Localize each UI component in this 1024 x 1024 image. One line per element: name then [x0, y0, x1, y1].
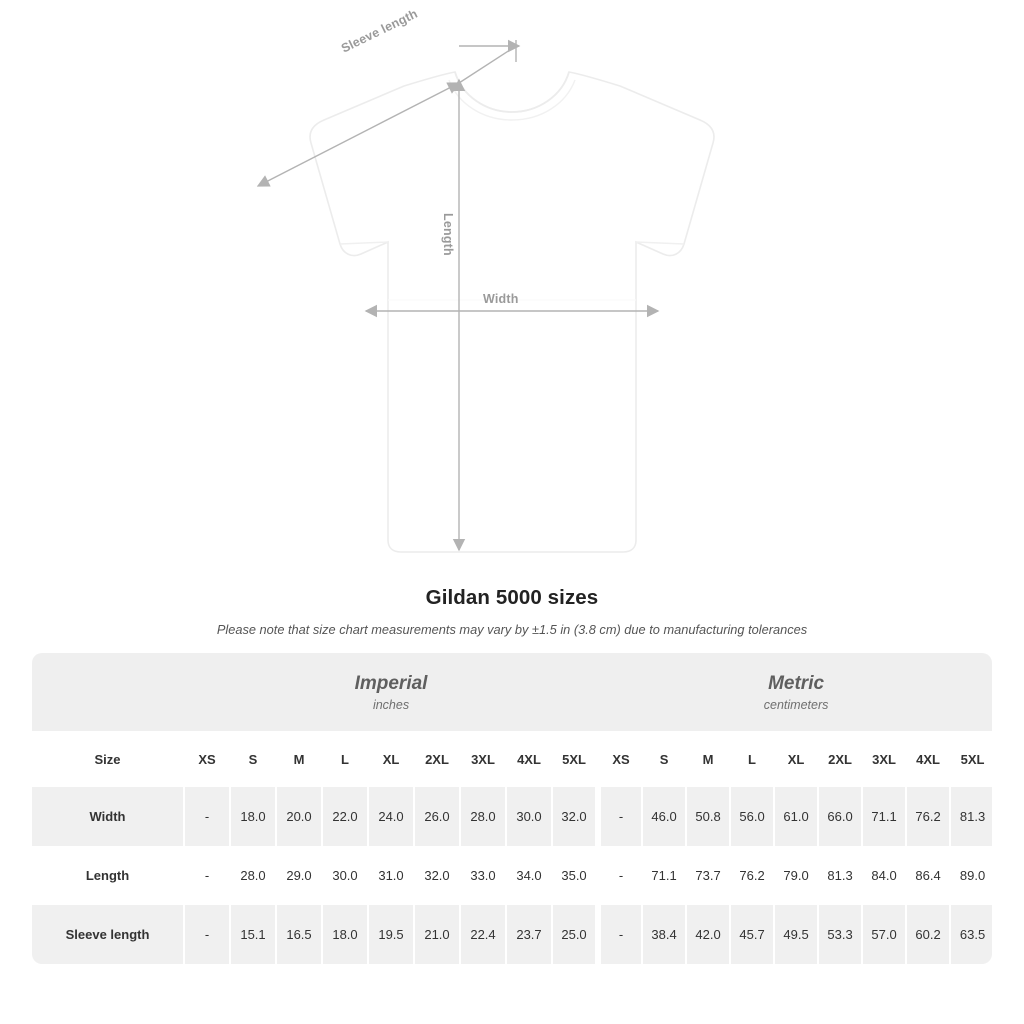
cell-width-imperial-xs: - [184, 787, 230, 846]
cell-length-metric-5xl: 89.0 [950, 846, 992, 905]
tshirt-shape [310, 72, 714, 552]
cell-sleeve-imperial-s: 15.1 [230, 905, 276, 964]
unit-metric-name: Metric [768, 672, 825, 694]
size-table-wrapper [32, 653, 992, 964]
header-size-metric-s: S [642, 731, 686, 787]
cell-width-metric-l: 56.0 [730, 787, 774, 846]
cell-width-imperial-xl: 24.0 [368, 787, 414, 846]
cell-length-metric-l: 76.2 [730, 846, 774, 905]
cell-sleeve-metric-4xl: 60.2 [906, 905, 950, 964]
cell-width-imperial-s: 18.0 [230, 787, 276, 846]
cell-width-imperial-2xl: 26.0 [414, 787, 460, 846]
tolerance-note: Please note that size chart measurements may vary by ±1.5 in (3.8 cm) due to manufacturing tolerances [216, 622, 808, 637]
header-size-imperial-2xl: 2XL [414, 731, 460, 787]
cell-sleeve-metric-s: 38.4 [642, 905, 686, 964]
cell-length-imperial-2xl: 32.0 [414, 846, 460, 905]
length-label: Length [441, 213, 455, 256]
cell-width-imperial-m: 20.0 [276, 787, 322, 846]
unit-imperial-sub: inches [372, 698, 410, 713]
cell-length-imperial-5xl: 35.0 [552, 846, 598, 905]
cell-length-metric-4xl: 86.4 [906, 846, 950, 905]
cell-length-metric-xs: - [598, 846, 642, 905]
row-label-sleeve-length: Sleeve length [32, 905, 184, 964]
cell-sleeve-metric-5xl: 63.5 [950, 905, 992, 964]
cell-length-metric-xl: 79.0 [774, 846, 818, 905]
cell-length-imperial-l: 30.0 [322, 846, 368, 905]
unit-header-row [32, 653, 992, 731]
cell-length-imperial-m: 29.0 [276, 846, 322, 905]
header-size-metric-l: L [730, 731, 774, 787]
cell-length-imperial-3xl: 33.0 [460, 846, 506, 905]
size-table [32, 653, 992, 964]
cell-width-metric-xl: 61.0 [774, 787, 818, 846]
header-size-label: Size [32, 731, 184, 787]
header-size-imperial-5xl: 5XL [552, 731, 598, 787]
cell-width-metric-m: 50.8 [686, 787, 730, 846]
header-size-metric-m: M [686, 731, 730, 787]
cell-width-metric-2xl: 66.0 [818, 787, 862, 846]
header-size-metric-4xl: 4XL [906, 731, 950, 787]
cell-sleeve-imperial-l: 18.0 [322, 905, 368, 964]
header-size-metric-3xl: 3XL [862, 731, 906, 787]
size-table-body [32, 653, 992, 964]
cell-width-imperial-4xl: 30.0 [506, 787, 552, 846]
unit-imperial-cell [184, 653, 598, 731]
row-label-length: Length [32, 846, 184, 905]
row-label-width: Width [32, 787, 184, 846]
header-size-imperial-m: M [276, 731, 322, 787]
header-size-metric-xs: XS [598, 731, 642, 787]
table-row [32, 905, 992, 964]
sleeve-length-label: Sleeve length [339, 6, 420, 56]
header-size-metric-5xl: 5XL [950, 731, 992, 787]
cell-sleeve-metric-2xl: 53.3 [818, 905, 862, 964]
cell-sleeve-imperial-2xl: 21.0 [414, 905, 460, 964]
unit-metric-sub: centimeters [763, 698, 829, 713]
cell-sleeve-metric-3xl: 57.0 [862, 905, 906, 964]
cell-length-metric-m: 73.7 [686, 846, 730, 905]
header-size-imperial-3xl: 3XL [460, 731, 506, 787]
header-size-imperial-s: S [230, 731, 276, 787]
cell-width-imperial-3xl: 28.0 [460, 787, 506, 846]
size-header-row [32, 731, 992, 787]
cell-width-imperial-l: 22.0 [322, 787, 368, 846]
cell-sleeve-metric-xs: - [598, 905, 642, 964]
cell-width-metric-s: 46.0 [642, 787, 686, 846]
cell-sleeve-metric-xl: 49.5 [774, 905, 818, 964]
unit-imperial-name: Imperial [354, 672, 428, 694]
header-size-metric-xl: XL [774, 731, 818, 787]
header-size-imperial-4xl: 4XL [506, 731, 552, 787]
cell-sleeve-imperial-xl: 19.5 [368, 905, 414, 964]
header-size-imperial-xs: XS [184, 731, 230, 787]
table-row [32, 787, 992, 846]
cell-length-metric-2xl: 81.3 [818, 846, 862, 905]
cell-sleeve-metric-m: 42.0 [686, 905, 730, 964]
header-size-metric-2xl: 2XL [818, 731, 862, 787]
cell-sleeve-metric-l: 45.7 [730, 905, 774, 964]
unit-metric-cell [598, 653, 992, 731]
cell-length-imperial-4xl: 34.0 [506, 846, 552, 905]
cell-sleeve-imperial-m: 16.5 [276, 905, 322, 964]
header-size-imperial-xl: XL [368, 731, 414, 787]
cell-sleeve-imperial-3xl: 22.4 [460, 905, 506, 964]
cell-width-imperial-5xl: 32.0 [552, 787, 598, 846]
cell-sleeve-imperial-4xl: 23.7 [506, 905, 552, 964]
cell-sleeve-imperial-xs: - [184, 905, 230, 964]
unit-row-spacer [32, 653, 184, 731]
cell-length-metric-s: 71.1 [642, 846, 686, 905]
cell-width-metric-3xl: 71.1 [862, 787, 906, 846]
cell-width-metric-5xl: 81.3 [950, 787, 992, 846]
cell-length-imperial-s: 28.0 [230, 846, 276, 905]
page-title: Gildan 5000 sizes [425, 586, 599, 609]
cell-length-imperial-xs: - [184, 846, 230, 905]
header-size-imperial-l: L [322, 731, 368, 787]
table-row [32, 846, 992, 905]
width-label: Width [483, 292, 519, 306]
cell-width-metric-xs: - [598, 787, 642, 846]
cell-length-metric-3xl: 84.0 [862, 846, 906, 905]
chart-title-block [0, 586, 1024, 637]
cell-sleeve-imperial-5xl: 25.0 [552, 905, 598, 964]
cell-width-metric-4xl: 76.2 [906, 787, 950, 846]
cell-length-imperial-xl: 31.0 [368, 846, 414, 905]
